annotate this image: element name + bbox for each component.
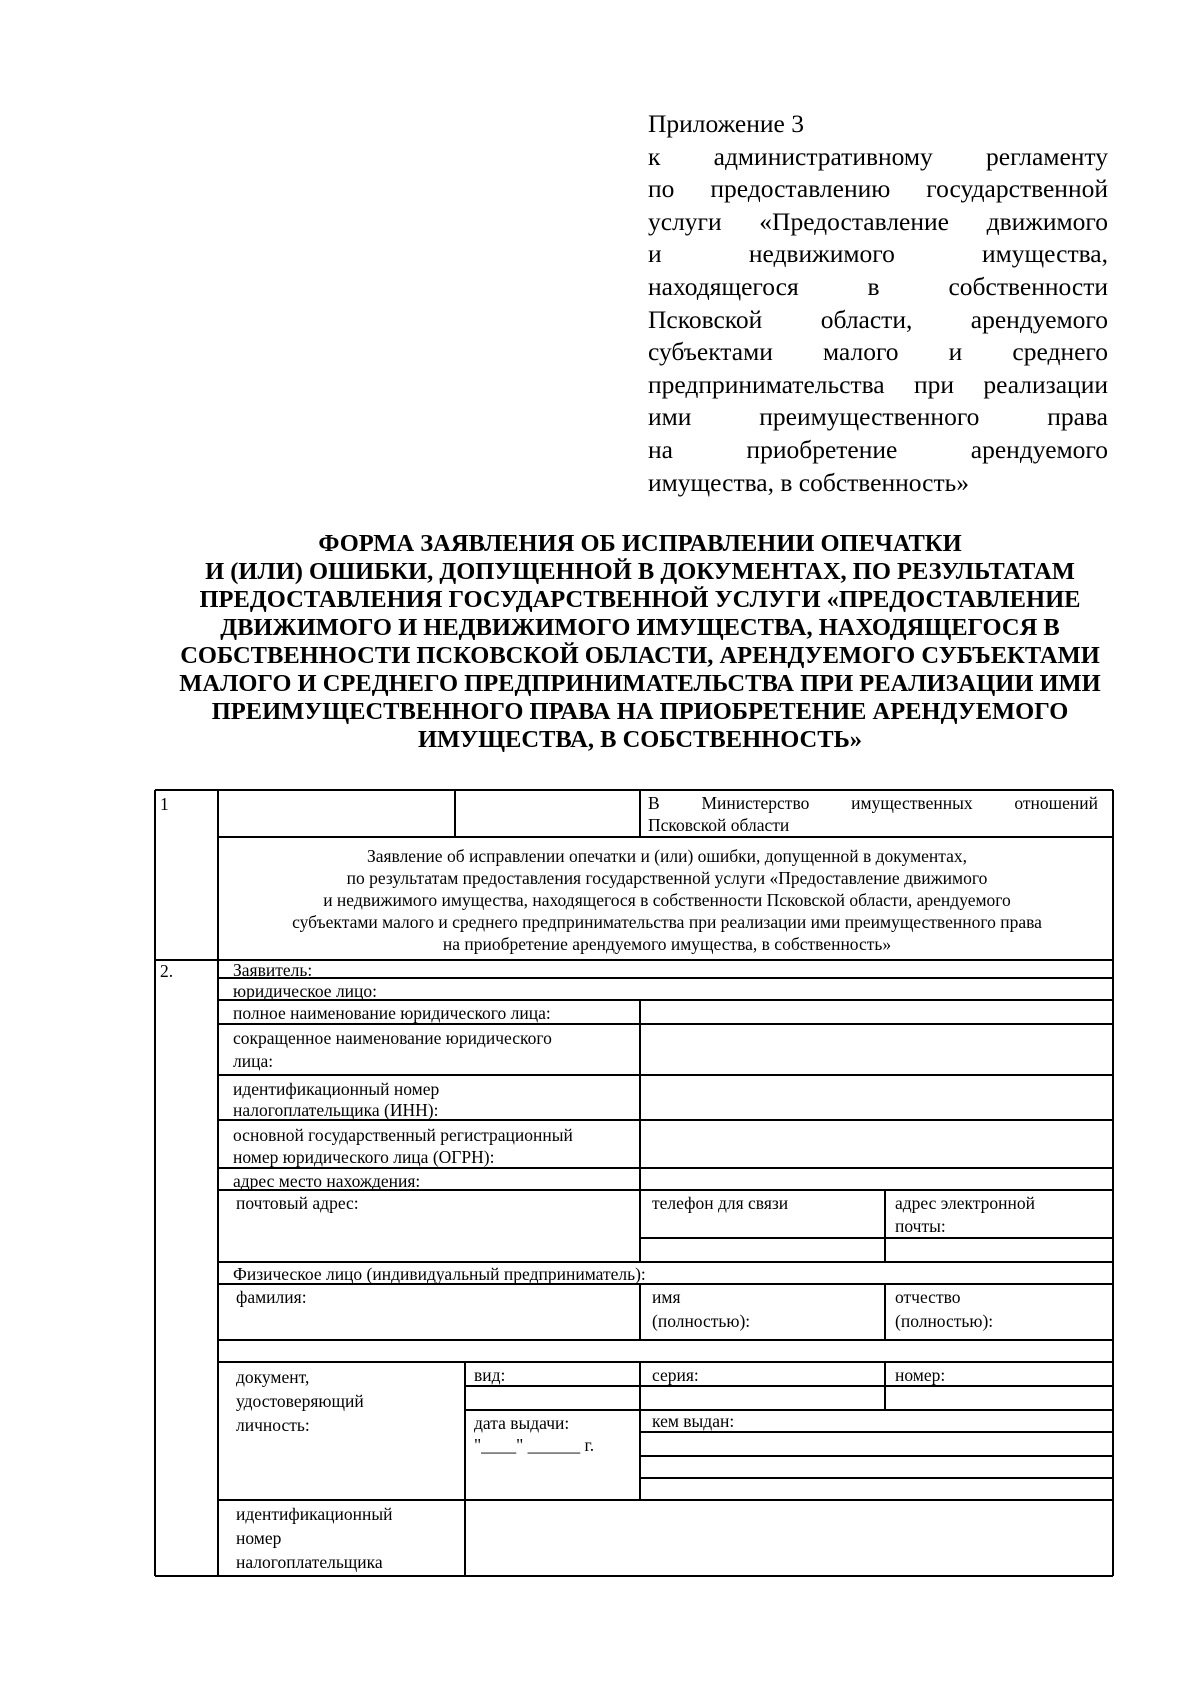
intro-line: и недвижимого имущества, находящегося в собственности Псковской области, арендуемого bbox=[323, 890, 1011, 910]
patronymic-label-2: (полностью): bbox=[895, 1311, 994, 1331]
email-label-2: почты: bbox=[895, 1216, 946, 1236]
row-number-2: 2. bbox=[160, 961, 174, 981]
issued-by-label: кем выдан: bbox=[652, 1411, 735, 1431]
appendix-line: предпринимательства при реализации bbox=[648, 369, 1108, 399]
application-intro bbox=[222, 845, 1112, 955]
phone-label: телефон для связи bbox=[652, 1193, 789, 1213]
surname-label: фамилия: bbox=[236, 1287, 307, 1307]
name-label: имя bbox=[652, 1287, 681, 1307]
intro-line: субъектами малого и среднего предпринимательства при реализации ими преимущественного права bbox=[292, 912, 1042, 932]
doc-series-label: серия: bbox=[652, 1365, 699, 1385]
title-line: ИМУЩЕСТВА, В СОБСТВЕННОСТЬ» bbox=[417, 726, 863, 753]
id-document-label-2: удостоверяющий bbox=[236, 1391, 364, 1411]
appendix-line: ими преимущественного права bbox=[648, 402, 1108, 432]
title-line: ПРЕДОСТАВЛЕНИЯ ГОСУДАРСТВЕННОЙ УСЛУГИ «ПРЕДОСТАВЛЕНИЕ bbox=[199, 586, 1081, 613]
postal-address-label: почтовый адрес: bbox=[236, 1193, 359, 1213]
applicant-label: Заявитель: bbox=[233, 960, 313, 980]
row-number-1: 1 bbox=[160, 794, 169, 814]
issue-date-template: "____" ______ г. bbox=[474, 1435, 595, 1455]
title-line: И (ИЛИ) ОШИБКИ, ДОПУЩЕННОЙ В ДОКУМЕНТАХ, ПО РЕЗУЛЬТАТАМ bbox=[205, 558, 1075, 585]
inn-label: идентификационный номер bbox=[233, 1079, 440, 1099]
issue-date-label: дата выдачи: bbox=[474, 1413, 570, 1433]
appendix-line: субъектами малого и среднего bbox=[648, 337, 1108, 367]
appendix-line: имущества, в собственность» bbox=[648, 467, 970, 497]
appendix-line: к административному регламенту bbox=[648, 141, 1108, 171]
taxpayer-id-label-3: налогоплательщика bbox=[236, 1552, 383, 1572]
taxpayer-id-label: идентификационный bbox=[236, 1504, 393, 1524]
legal-entity-label: юридическое лицо: bbox=[233, 981, 378, 1001]
appendix-line: услуги «Предоставление движимого bbox=[648, 206, 1108, 236]
doc-number-label: номер: bbox=[895, 1365, 946, 1385]
title-line: СОБСТВЕННОСТИ ПСКОВСКОЙ ОБЛАСТИ, АРЕНДУЕМОГО СУБЪЕКТАМИ bbox=[180, 642, 1100, 669]
taxpayer-id-label-2: номер bbox=[236, 1528, 282, 1548]
ministry-recipient bbox=[648, 792, 1098, 836]
appendix-line: на приобретение арендуемого bbox=[648, 434, 1108, 464]
inn-label-2: налогоплательщика (ИНН): bbox=[233, 1100, 439, 1120]
individual-label: Физическое лицо (индивидуальный предприниматель): bbox=[233, 1264, 646, 1284]
address-label: адрес место нахождения: bbox=[233, 1171, 421, 1191]
short-name-label-2: лица: bbox=[233, 1051, 274, 1071]
intro-line: на приобретение арендуемого имущества, в собственность» bbox=[442, 934, 892, 954]
ogrn-label-2: номер юридического лица (ОГРН): bbox=[233, 1147, 495, 1167]
intro-line: по результатам предоставления государственной услуги «Предоставление движимого bbox=[346, 868, 988, 888]
ogrn-label: основной государственный регистрационный bbox=[233, 1125, 573, 1145]
id-document-label: документ, bbox=[236, 1367, 310, 1387]
appendix-heading: Приложение 3 bbox=[648, 109, 804, 138]
email-label: адрес электронной bbox=[895, 1193, 1035, 1213]
appendix-line: Псковской области, арендуемого bbox=[648, 304, 1108, 334]
intro-line: Заявление об исправлении опечатки и (или) ошибки, допущенной в документах, bbox=[366, 846, 968, 866]
title-line: МАЛОГО И СРЕДНЕГО ПРЕДПРИНИМАТЕЛЬСТВА ПРИ РЕАЛИЗАЦИИ ИМИ bbox=[179, 670, 1101, 697]
title-line: ФОРМА ЗАЯВЛЕНИЯ ОБ ИСПРАВЛЕНИИ ОПЕЧАТКИ bbox=[318, 530, 962, 557]
appendix-line: и недвижимого имущества, bbox=[648, 239, 1108, 269]
title-line: ПРЕИМУЩЕСТВЕННОГО ПРАВА НА ПРИОБРЕТЕНИЕ АРЕНДУЕМОГО bbox=[211, 698, 1069, 725]
ministry-word: имущественных bbox=[851, 793, 973, 813]
id-document-label-3: личность: bbox=[236, 1415, 310, 1435]
ministry-line-2: Псковской области bbox=[648, 815, 790, 835]
appendix-line: находящегося в собственности bbox=[648, 271, 1108, 301]
ministry-word: Министерство bbox=[701, 793, 810, 813]
short-name-label: сокращенное наименование юридического bbox=[233, 1028, 552, 1048]
ministry-word: В bbox=[648, 793, 660, 813]
appendix-line: по предоставлению государственной bbox=[648, 174, 1108, 204]
name-label-2: (полностью): bbox=[652, 1311, 751, 1331]
title-line: ДВИЖИМОГО И НЕДВИЖИМОГО ИМУЩЕСТВА, НАХОДЯЩЕГОСЯ В bbox=[220, 614, 1060, 641]
full-name-label: полное наименование юридического лица: bbox=[233, 1003, 551, 1023]
ministry-word: отношений bbox=[1014, 793, 1098, 813]
doc-type-label: вид: bbox=[474, 1365, 506, 1385]
patronymic-label: отчество bbox=[895, 1287, 961, 1307]
